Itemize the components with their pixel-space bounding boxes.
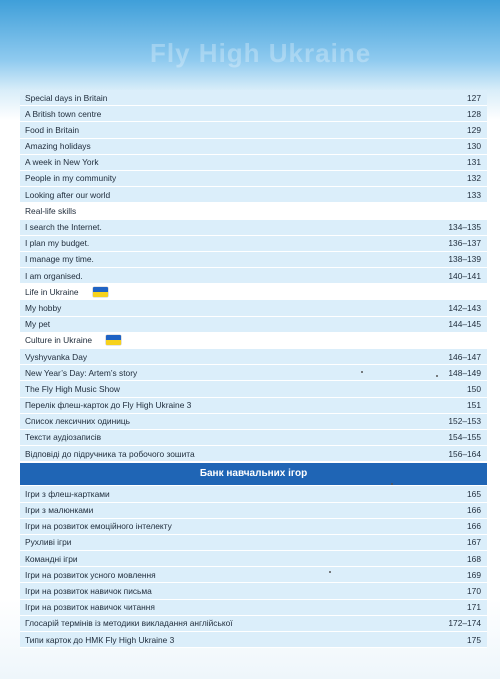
toc-entry-label xyxy=(25,632,174,648)
toc-entry-text: The Fly High Music Show xyxy=(25,383,120,394)
toc-entry-text: Тексти аудіозаписів xyxy=(25,432,102,443)
toc-entry-text: Real-life skills xyxy=(25,205,77,216)
toc-page-number: 133 xyxy=(467,189,481,200)
toc-entry-text: New Year’s Day: Artem’s story xyxy=(25,367,138,378)
toc-entry-label xyxy=(25,599,155,615)
toc-entry-text: Ігри на розвиток емоційного інтелекту xyxy=(25,521,172,532)
toc-entry-text: A week in New York xyxy=(25,157,99,168)
toc-row xyxy=(20,519,487,535)
toc-row xyxy=(20,106,487,122)
toc-entry-label xyxy=(25,170,116,186)
toc-entry-text: I am organised. xyxy=(25,270,83,281)
toc-entry-label xyxy=(25,187,110,203)
toc-entry-label xyxy=(25,90,107,106)
toc-row xyxy=(20,90,487,106)
toc-entry-text: People in my community xyxy=(25,173,117,184)
table-of-contents xyxy=(20,90,487,648)
toc-entry-label xyxy=(25,534,71,550)
toc-entry-text: Командні ігри xyxy=(25,553,78,564)
toc-page-number: 136–137 xyxy=(448,238,481,249)
toc-page-number: 171 xyxy=(467,602,481,613)
toc-row xyxy=(20,600,487,616)
toc-entry-label xyxy=(25,615,233,631)
toc-entry-label xyxy=(25,446,195,462)
toc-row xyxy=(20,503,487,519)
toc-entry-text: Amazing holidays xyxy=(25,141,91,152)
toc-entry-text: I manage my time. xyxy=(25,254,94,265)
toc-entry-label xyxy=(25,138,91,154)
toc-page-number: 151 xyxy=(467,400,481,411)
faded-header-title: Fly High Ukraine xyxy=(150,38,372,68)
toc-row xyxy=(20,535,487,551)
toc-entry-text: Рухливі ігри xyxy=(25,537,72,548)
toc-entry-label xyxy=(25,397,191,413)
toc-entry-label xyxy=(25,332,121,348)
toc-entry-label xyxy=(25,518,172,534)
toc-entry-text: Глосарій термінів із методики викладання англійської xyxy=(25,618,233,629)
toc-page-number: 172–174 xyxy=(448,618,481,629)
toc-page-number: 166 xyxy=(467,521,481,532)
toc-section-heading xyxy=(20,333,487,349)
toc-page-number: 152–153 xyxy=(448,416,481,427)
toc-row xyxy=(20,236,487,252)
toc-entry-text: I plan my budget. xyxy=(25,238,90,249)
toc-entry-label xyxy=(25,300,61,316)
toc-entry-text: Типи карток до НМК Fly High Ukraine 3 xyxy=(25,634,175,645)
toc-entry-label xyxy=(25,413,130,429)
toc-page-number: 134–135 xyxy=(448,222,481,232)
section-banner-games: Банк навчальних ігор xyxy=(20,463,487,485)
toc-entry-text: My pet xyxy=(25,319,51,330)
toc-entry-label xyxy=(25,251,94,267)
toc-entry-text: Ігри з малюнками xyxy=(25,505,94,515)
toc-entry-text: Відповіді до підручника та робочого зошита xyxy=(25,448,195,459)
toc-row xyxy=(20,551,487,567)
toc-row xyxy=(20,300,487,316)
toc-page-number: 128 xyxy=(467,108,481,119)
toc-entry-label xyxy=(25,583,152,599)
toc-entry-label xyxy=(25,349,87,365)
toc-row xyxy=(20,486,487,502)
toc-entry-text: Food in Britain xyxy=(25,124,79,135)
toc-page-number: 127 xyxy=(467,92,481,103)
toc-page-number: 132 xyxy=(467,173,481,184)
toc-row xyxy=(20,122,487,138)
toc-row xyxy=(20,365,487,381)
toc-entry-label xyxy=(25,235,89,251)
toc-page-number: 131 xyxy=(467,157,481,168)
toc-page-number: 144–145 xyxy=(448,319,481,330)
toc-entry-label xyxy=(25,381,120,397)
toc-page-number: 142–143 xyxy=(448,302,481,313)
toc-row xyxy=(20,446,487,462)
toc-entry-text: Life in Ukraine xyxy=(25,286,79,297)
toc-entry-label xyxy=(25,203,76,219)
toc-page-number: 169 xyxy=(467,569,481,580)
toc-entry-text: Ігри на розвиток навичок письма xyxy=(25,585,152,596)
toc-page-number: 129 xyxy=(467,124,481,135)
toc-row xyxy=(20,632,487,648)
toc-section-heading xyxy=(20,203,487,219)
toc-row xyxy=(20,349,487,365)
toc-page-number: 148–149 xyxy=(448,367,481,378)
print-speck xyxy=(361,371,363,373)
print-speck xyxy=(329,571,331,573)
toc-row xyxy=(20,381,487,397)
toc-page-number: 175 xyxy=(467,634,481,645)
toc-page-number: 168 xyxy=(467,553,481,564)
toc-entry-label xyxy=(25,502,93,518)
toc-page-number: 167 xyxy=(467,537,481,548)
toc-games-section xyxy=(20,486,487,648)
toc-entry-text: Ігри на розвиток усного мовлення xyxy=(25,569,156,580)
toc-section-heading xyxy=(20,284,487,300)
toc-row xyxy=(20,567,487,583)
toc-row xyxy=(20,398,487,414)
toc-entry-text: Список лексичних одиниць xyxy=(25,416,131,427)
toc-entry-text: A British town centre xyxy=(25,108,102,119)
toc-row xyxy=(20,155,487,171)
toc-row xyxy=(20,268,487,284)
toc-row xyxy=(20,583,487,599)
toc-top-section xyxy=(20,90,487,462)
toc-entry-label xyxy=(25,268,83,284)
toc-row xyxy=(20,430,487,446)
toc-entry-label xyxy=(25,486,110,502)
toc-entry-label xyxy=(25,154,99,170)
toc-entry-label xyxy=(25,316,50,332)
toc-page-number: 130 xyxy=(467,141,481,152)
toc-page-number: 170 xyxy=(467,585,481,596)
toc-page-number: 150 xyxy=(467,383,481,394)
toc-page-number: 156–164 xyxy=(448,448,481,459)
ukraine-flag-icon xyxy=(93,287,108,297)
toc-entry-text: Culture in Ukraine xyxy=(25,335,93,346)
toc-entry-label xyxy=(25,567,156,583)
ukraine-flag-icon xyxy=(106,335,121,345)
toc-row xyxy=(20,171,487,187)
toc-entry-text: Ігри з флеш-картками xyxy=(25,488,110,499)
toc-row xyxy=(20,220,487,236)
toc-row xyxy=(20,252,487,268)
toc-page-number: 138–139 xyxy=(448,254,481,265)
toc-entry-text: Vyshyvanka Day xyxy=(25,351,88,362)
print-speck xyxy=(391,483,393,485)
print-speck xyxy=(436,375,438,377)
toc-page-number: 165 xyxy=(467,488,481,499)
toc-page-number: 140–141 xyxy=(448,270,481,281)
toc-entry-text: Looking after our world xyxy=(25,189,111,200)
toc-entry-label xyxy=(25,106,101,122)
toc-entry-text: I search the Internet. xyxy=(25,222,102,232)
toc-entry-text: Ігри на розвиток навичок читання xyxy=(25,602,155,613)
toc-entry-text: Special days in Britain xyxy=(25,92,108,103)
toc-entry-label xyxy=(25,551,78,567)
toc-entry-label xyxy=(25,284,108,300)
toc-row xyxy=(20,187,487,203)
toc-entry-label xyxy=(25,365,137,381)
toc-entry-label xyxy=(25,122,79,138)
toc-row xyxy=(20,139,487,155)
toc-entry-label xyxy=(25,219,102,235)
toc-row xyxy=(20,414,487,430)
toc-row xyxy=(20,616,487,632)
toc-row xyxy=(20,317,487,333)
toc-page-number: 146–147 xyxy=(448,351,481,362)
toc-page-number: 166 xyxy=(467,505,481,515)
toc-entry-label xyxy=(25,429,101,445)
toc-page-number: 154–155 xyxy=(448,432,481,443)
toc-entry-text: Перелік флеш-карток до Fly High Ukraine 3 xyxy=(25,400,192,411)
toc-entry-text: My hobby xyxy=(25,302,62,313)
